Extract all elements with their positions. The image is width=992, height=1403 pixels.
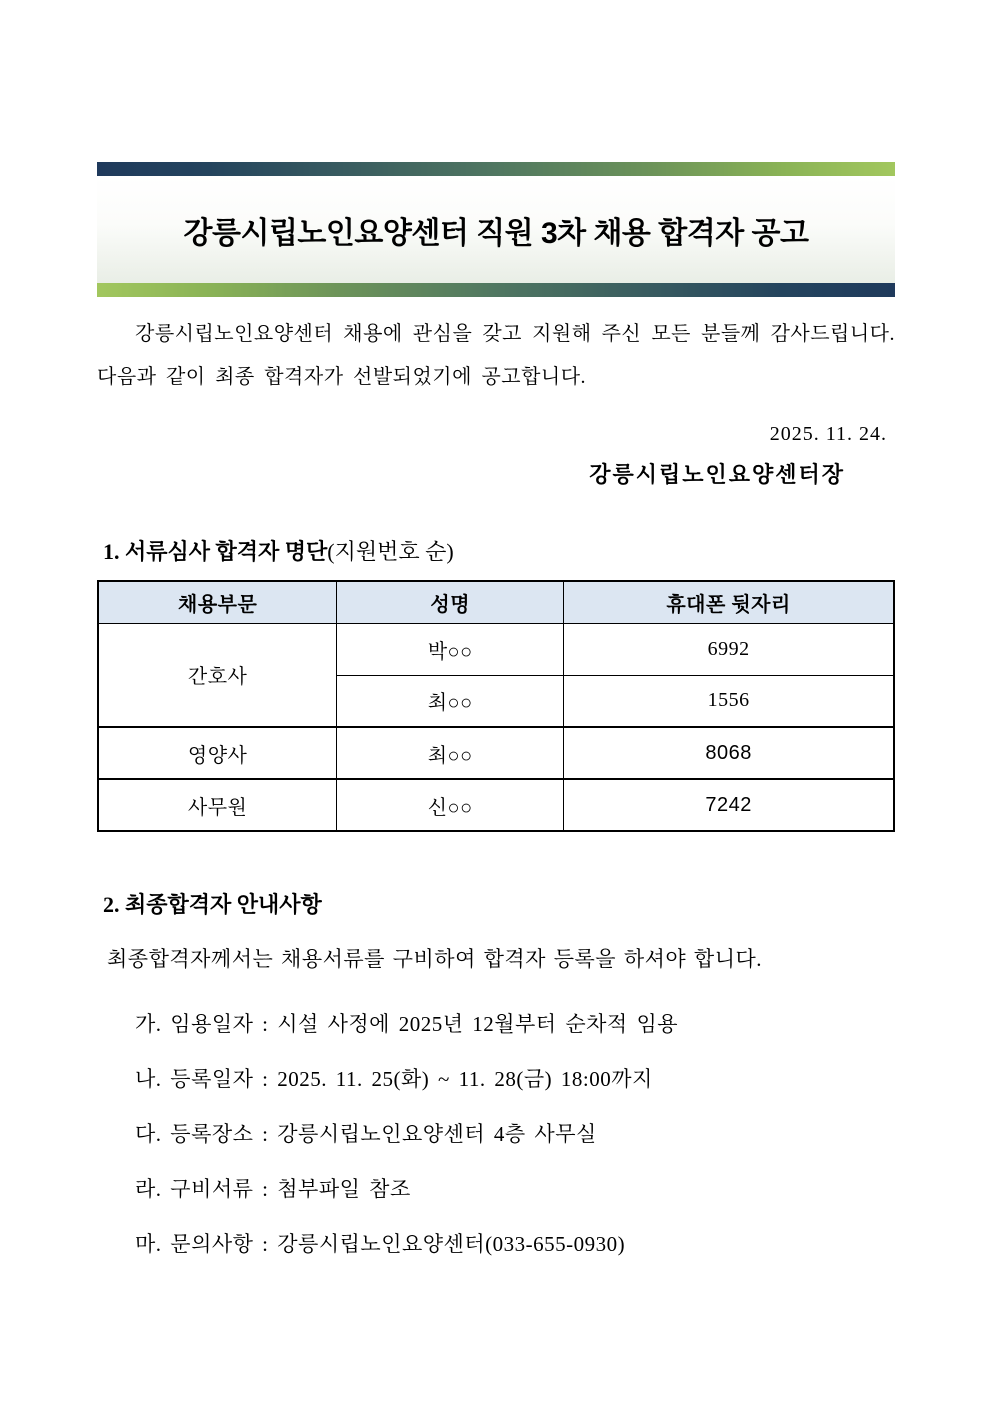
section1-heading (97, 535, 895, 566)
cell-phone: 1556 (564, 675, 894, 727)
cell-name: 박○○ (337, 623, 564, 675)
page-title: 강릉시립노인요양센터 직원 3차 채용 합격자 공고 (183, 216, 809, 250)
cell-phone: 8068 (564, 727, 894, 779)
header-category: 채용부문 (98, 581, 337, 623)
notice-list (97, 1011, 895, 1258)
intro-paragraph: 강릉시립노인요양센터 채용에 관심을 갖고 지원해 주신 모든 분들께 감사드립니다. 다음과 같이 최종 합격자가 선발되었기에 공고합니다. (97, 323, 895, 388)
gradient-bar-bottom (97, 283, 895, 297)
list-item-appointment-date: 가. 임용일자 : 시설 사정에 2025년 12월부터 순차적 임용 (135, 1012, 679, 1036)
table-row (98, 727, 894, 779)
cell-category: 영양사 (98, 727, 337, 779)
header-name: 성명 (337, 581, 564, 623)
applicants-table (97, 580, 895, 832)
section2-lead: 최종합격자께서는 채용서류를 구비하여 합격자 등록을 하셔야 합니다. (107, 947, 763, 971)
cell-category: 사무원 (98, 779, 337, 831)
header-banner (97, 162, 895, 297)
cell-phone: 6992 (564, 623, 894, 675)
cell-category: 간호사 (98, 623, 337, 727)
cell-name: 최○○ (337, 675, 564, 727)
cell-name: 신○○ (337, 779, 564, 831)
section2-heading: 2. 최종합격자 안내사항 (103, 892, 322, 917)
gradient-bar-top (97, 162, 895, 176)
list-item-registration-place: 다. 등록장소 : 강릉시립노인요양센터 4층 사무실 (135, 1122, 597, 1146)
signature-line: 강릉시립노인요양센터장 (589, 462, 845, 487)
table-header-row (98, 581, 894, 623)
table-row (98, 779, 894, 831)
list-item-inquiries: 마. 문의사항 : 강릉시립노인요양센터(033-655-0930) (135, 1232, 626, 1256)
announcement-date: 2025. 11. 24. (769, 423, 887, 445)
list-item-registration-date: 나. 등록일자 : 2025. 11. 25(화) ~ 11. 28(금) 18:00까지 (135, 1067, 653, 1091)
table-row (98, 623, 894, 675)
section1-heading-bold: 1. 서류심사 합격자 명단 (103, 539, 328, 564)
title-area (97, 176, 895, 283)
section1-heading-normal: (지원번호 순) (327, 539, 454, 564)
cell-name: 최○○ (337, 727, 564, 779)
list-item-required-documents: 라. 구비서류 : 첨부파일 참조 (135, 1177, 411, 1201)
header-phone: 휴대폰 뒷자리 (564, 581, 894, 623)
document-content (97, 0, 895, 1258)
cell-phone: 7242 (564, 779, 894, 831)
